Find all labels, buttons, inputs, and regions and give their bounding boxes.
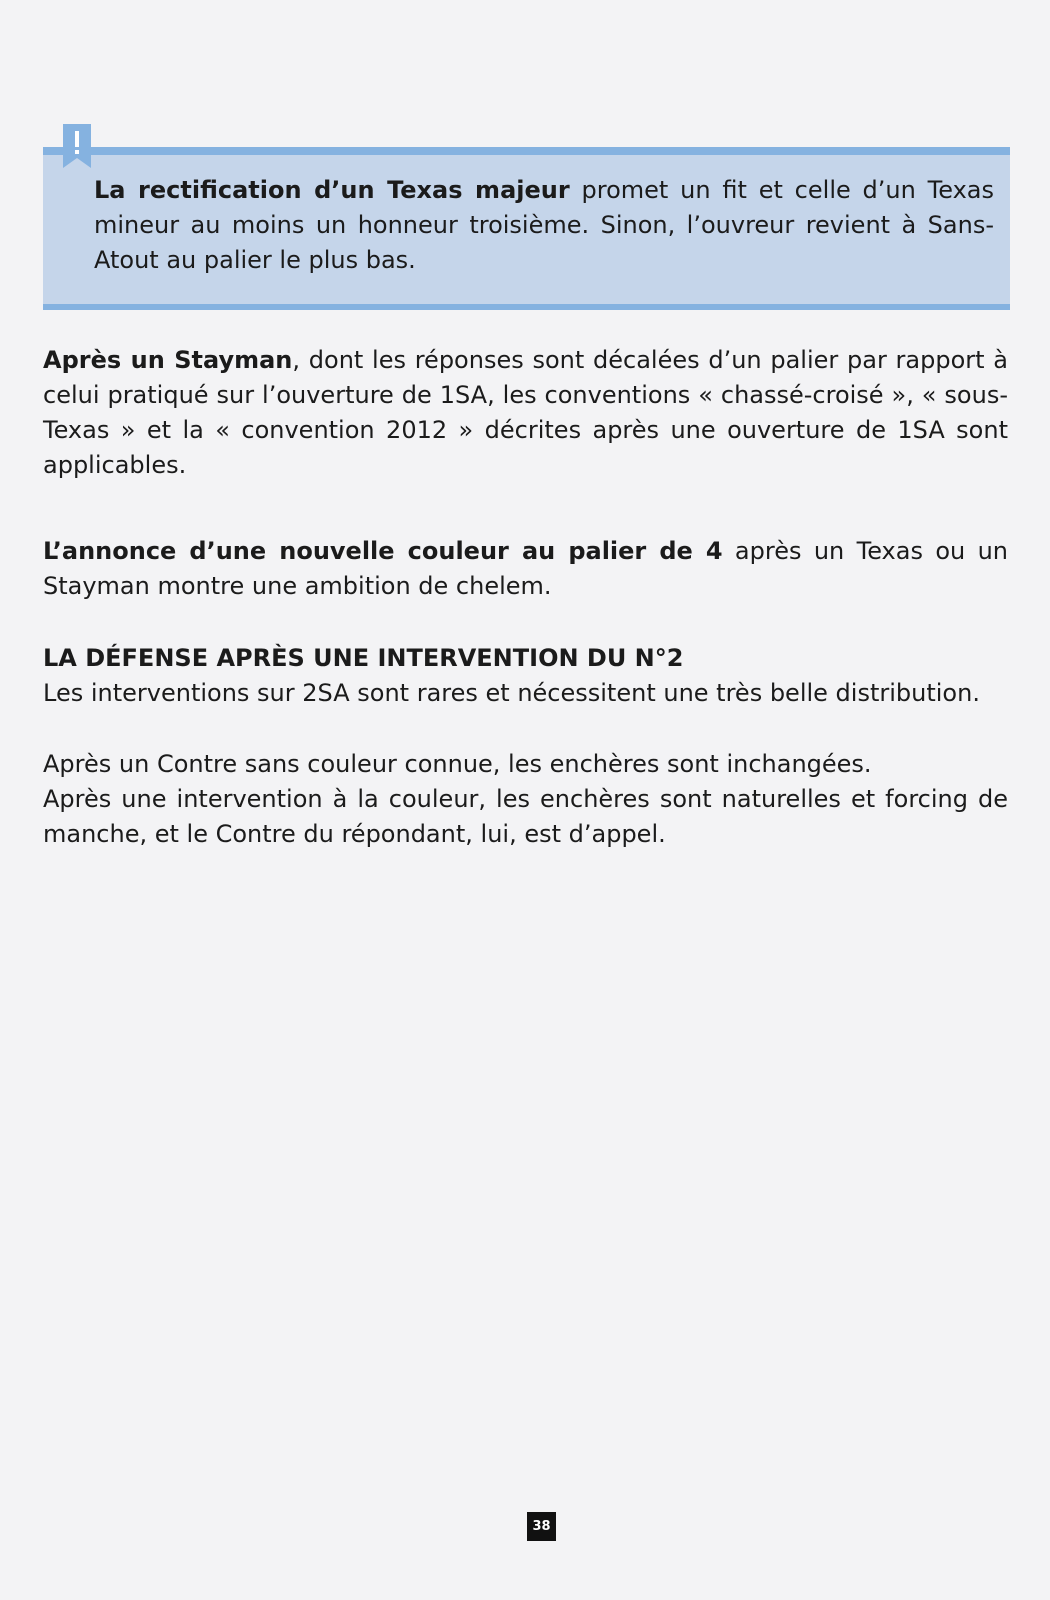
stayman-body: , dont les réponses sont décalées d’un palier par rapport à celui pratiqué sur l’ouverture de 1SA, les conventions « chassé-croisé », « sous-Texas » et la « convention 2012 » décrites après une ouverture de 1SA sont applicables.: [43, 346, 1009, 479]
info-box-body: promet un fit et celle d’un Texas mineur au moins un honneur troisième. Sinon, l’ouvreur revient à Sans-Atout au palier le plus bas.: [94, 176, 994, 274]
new-suit-lead: L’annonce d’une nouvelle couleur au palier de 4: [43, 537, 723, 565]
new-suit-body: après un Texas ou un Stayman montre une ambition de chelem.: [43, 537, 1008, 600]
section-heading: LA DÉFENSE APRÈS UNE INTERVENTION DU N°2: [43, 644, 684, 672]
info-box-bold-lead: La rectification d’un Texas majeur: [94, 176, 570, 204]
section-line-2: Après un Contre sans couleur connue, les enchères sont inchangées.: [43, 750, 872, 778]
section-line-3: Après une intervention à la couleur, les enchères sont naturelles et forcing de manche, et le Contre du répondant, lui, est d’appel.: [43, 785, 1008, 848]
stayman-paragraph: [43, 343, 1008, 483]
stayman-lead: Après un Stayman: [43, 346, 293, 374]
info-box-text: [94, 173, 994, 278]
section-line-1: Les interventions sur 2SA sont rares et nécessitent une très belle distribution.: [43, 679, 980, 707]
page-number: 38: [527, 1512, 556, 1541]
new-suit-paragraph: [43, 534, 1008, 604]
info-box: [43, 147, 1010, 310]
exclamation-flag-icon: [63, 124, 91, 168]
